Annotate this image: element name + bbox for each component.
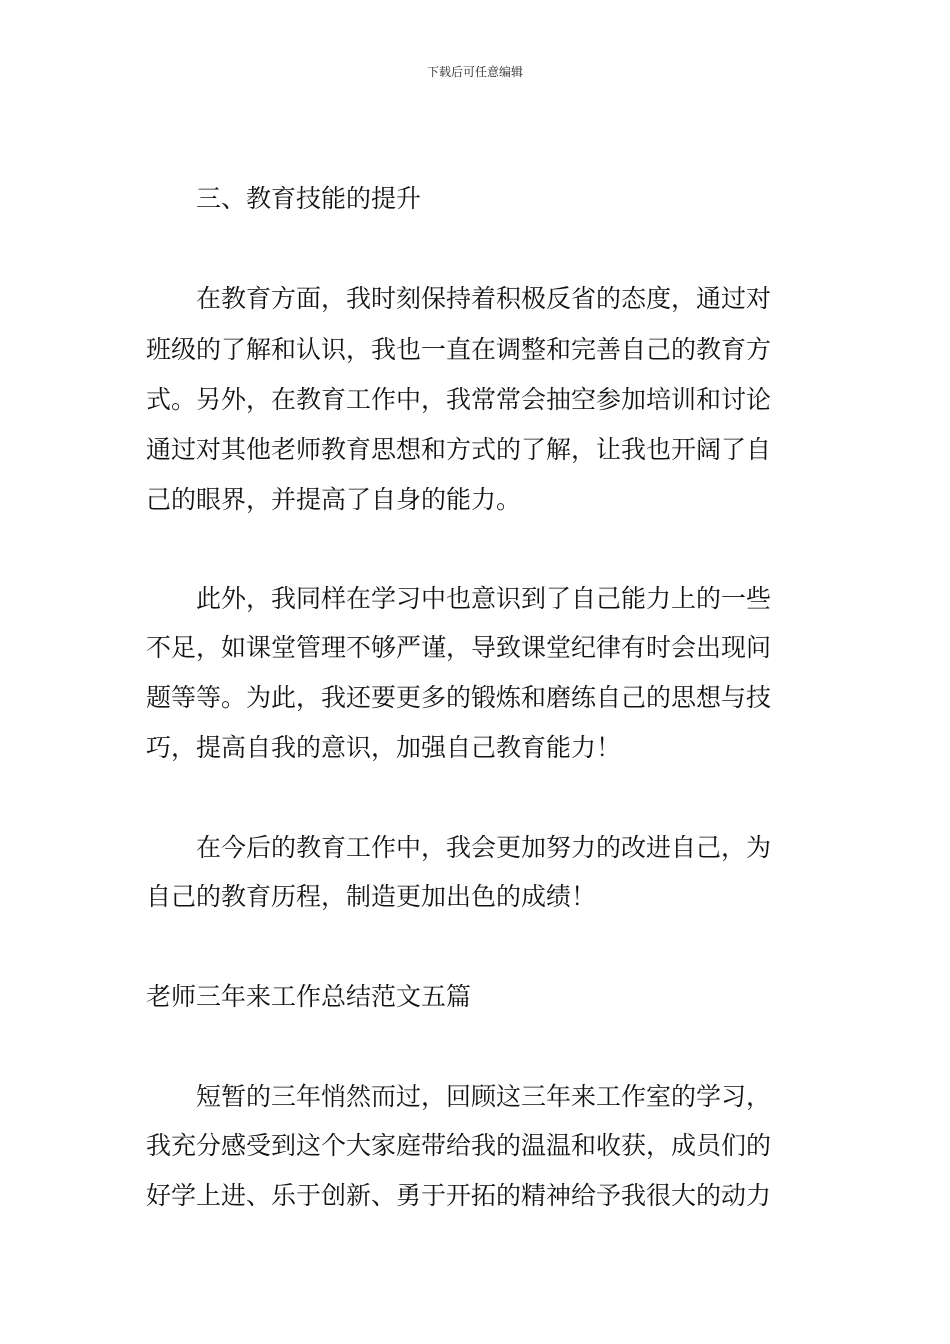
- paragraph-line: 式。另外，在教育工作中，我常常会抽空参加培训和讨论: [146, 385, 772, 414]
- section-heading: 三、教育技能的提升: [196, 184, 422, 213]
- paragraph-line: 己的眼界，并提高了自身的能力。: [146, 485, 522, 514]
- paragraph-line: 巧，提高自我的意识，加强自己教育能力！: [146, 733, 622, 762]
- paragraph-line: 题等等。为此，我还要更多的锻炼和磨练自己的思想与技: [146, 683, 772, 712]
- paragraph-line: 自己的教育历程，制造更加出色的成绩！: [146, 882, 597, 911]
- paragraph-line: 在今后的教育工作中，我会更加努力的改进自己，为: [196, 833, 772, 862]
- page-header: 下载后可任意编辑: [426, 65, 523, 79]
- paragraph-line: 此外，我同样在学习中也意识到了自己能力上的一些: [196, 584, 772, 613]
- paragraph-line: 在教育方面，我时刻保持着积极反省的态度，通过对: [196, 284, 772, 313]
- paragraph-line: 班级的了解和认识，我也一直在调整和完善自己的教育方: [146, 335, 772, 364]
- paragraph-line: 通过对其他老师教育思想和方式的了解，让我也开阔了自: [146, 435, 772, 464]
- paragraph-line: 不足，如课堂管理不够严谨，导致课堂纪律有时会出现问: [146, 633, 772, 662]
- paragraph-line: 好学上进、乐于创新、勇于开拓的精神给予我很大的动力: [146, 1181, 772, 1210]
- paragraph-line: 我充分感受到这个大家庭带给我的温温和收获，成员们的: [146, 1131, 772, 1160]
- paragraph-line: 短暂的三年悄然而过，回顾这三年来工作室的学习，: [196, 1082, 772, 1111]
- article-title: 老师三年来工作总结范文五篇: [146, 982, 472, 1011]
